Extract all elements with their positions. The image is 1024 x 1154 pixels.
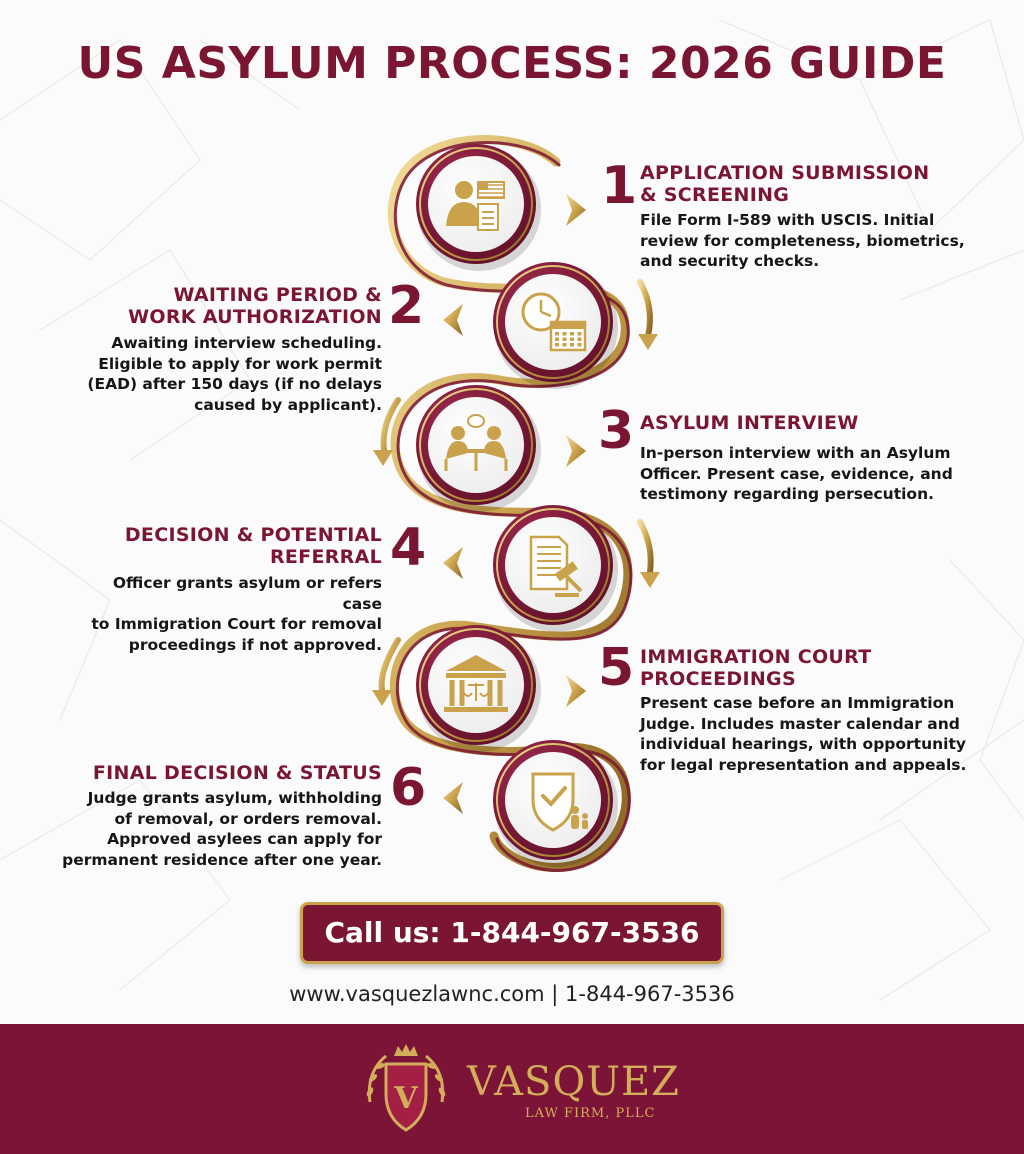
step-3-title	[640, 412, 859, 434]
step-description-line: Officer grants asylum or refers case	[112, 574, 382, 613]
step-6-description	[60, 788, 382, 870]
step-5-circle	[416, 625, 541, 752]
brand-subtitle: LAW FIRM, PLLC	[525, 1106, 656, 1121]
step-1-title	[640, 162, 929, 206]
step-chevron-arrow	[566, 675, 586, 707]
brand-name: VASQUEZ	[467, 1059, 680, 1105]
flow-arrowhead	[373, 450, 393, 466]
step-title-line: APPLICATION SUBMISSION	[640, 162, 930, 184]
step-chevron-arrow	[443, 304, 463, 336]
step-description-line: Awaiting interview scheduling.	[111, 334, 382, 352]
step-description-line: to Immigration Court for removal	[91, 615, 382, 633]
step-chevron-arrow	[443, 547, 463, 579]
step-description-line: review for completeness, biometrics,	[640, 231, 965, 250]
step-description-line: (EAD) after 150 days (if no delays	[87, 375, 382, 393]
step-1-number: 1	[601, 156, 638, 216]
flow-arrowhead	[638, 334, 658, 350]
step-description-line: Present case before an Immigration	[640, 694, 955, 712]
step-title-line: PROCEEDINGS	[640, 668, 796, 690]
step-title-line: WAITING PERIOD &	[173, 284, 382, 306]
step-title-line: FINAL DECISION & STATUS	[92, 762, 382, 784]
step-description-line: Eligible to apply for work permit	[98, 354, 382, 373]
step-description-line: testimony regarding persecution.	[640, 485, 935, 503]
step-title-line: IMMIGRATION COURT	[640, 646, 872, 668]
flow-curve-arrow	[640, 522, 651, 572]
step-chevron-arrow	[443, 782, 463, 814]
footer-bar	[0, 1024, 1024, 1154]
step-description-line: caused by applicant).	[194, 395, 382, 414]
step-description-line: Judge. Includes master calendar and	[640, 714, 960, 733]
flow-curve-arrow	[640, 282, 650, 336]
step-chevron-arrow	[566, 435, 586, 467]
step-5-number: 5	[598, 638, 635, 698]
step-description-line: Approved asylees can apply for	[107, 830, 382, 848]
step-2-description	[80, 333, 382, 415]
step-description-line: Judge grants asylum, withholding	[87, 789, 382, 807]
step-description-line: proceedings if not approved.	[128, 635, 382, 654]
step-2-circle	[493, 262, 618, 389]
step-description-line: for legal representation and appeals.	[640, 755, 967, 774]
step-4-title	[80, 524, 382, 568]
step-description-line: In-person interview with an Asylum	[640, 444, 951, 462]
step-description-line: of removal, or orders removal.	[114, 809, 382, 828]
step-title-line: DECISION & POTENTIAL	[124, 524, 382, 546]
step-1-description	[640, 210, 965, 272]
step-description-line: permanent residence after one year.	[62, 850, 382, 869]
step-title-line: WORK AUTHORIZATION	[128, 306, 382, 328]
step-2-number: 2	[388, 276, 425, 336]
step-chevron-arrow	[566, 194, 586, 226]
step-6-number: 6	[390, 758, 427, 818]
step-title-line: ASYLUM INTERVIEW	[640, 412, 859, 434]
step-3-number: 3	[598, 401, 635, 461]
step-4-number: 4	[390, 518, 427, 578]
step-description-line: Officer. Present case, evidence, and	[640, 464, 953, 483]
step-3-circle	[416, 385, 541, 512]
flow-arrowhead	[372, 690, 392, 706]
step-2-title	[80, 284, 382, 328]
step-description-line: and security checks.	[640, 252, 820, 270]
step-title-line: REFERRAL	[269, 546, 382, 568]
step-4-description	[80, 573, 382, 655]
step-1-circle	[416, 144, 541, 271]
step-5-description	[640, 693, 966, 775]
step-description-line: File Form I-589 with USCIS. Initial	[640, 211, 935, 229]
logo-letter: V	[394, 1081, 418, 1116]
law-firm-crest-logo	[356, 1042, 456, 1142]
step-description-line: individual hearings, with opportunity	[640, 735, 966, 753]
page-title: US ASYLUM PROCESS: 2026 GUIDE	[77, 38, 947, 89]
step-3-description	[640, 443, 953, 505]
step-6-circle	[493, 740, 618, 867]
website-phone-line[interactable]: www.vasquezlawnc.com | 1-844-967-3536	[289, 982, 735, 1006]
step-title-line: & SCREENING	[640, 184, 790, 206]
call-us-button[interactable]: Call us: 1-844-967-3536	[300, 902, 724, 964]
flow-arrowhead	[640, 572, 660, 588]
step-6-title	[60, 762, 382, 784]
step-5-title	[640, 646, 871, 690]
